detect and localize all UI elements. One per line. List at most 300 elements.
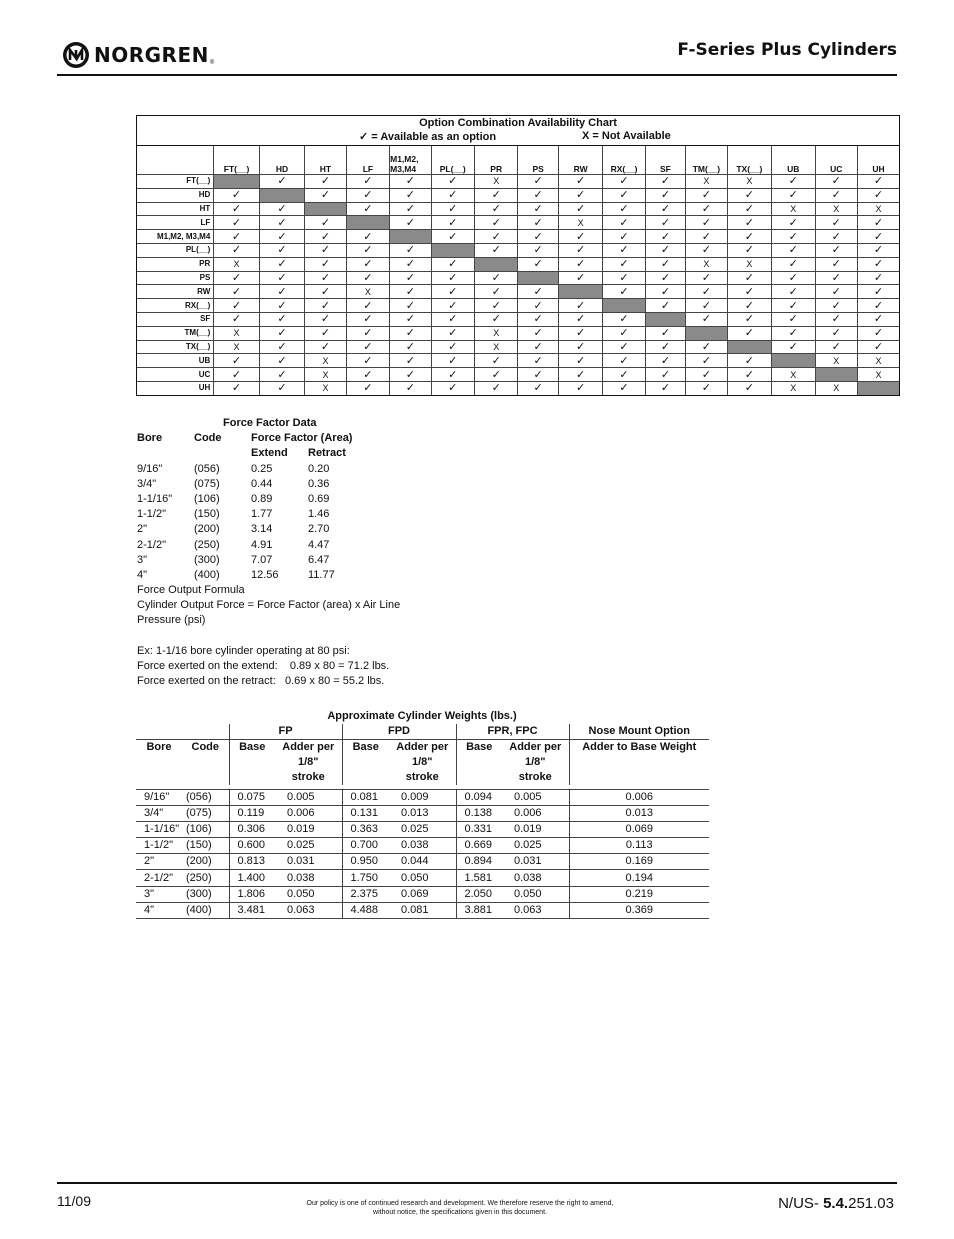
ff-code: (106) (194, 492, 220, 505)
option-chart-legend (137, 130, 899, 146)
weight-nose: 0.169 (569, 854, 709, 870)
available-check-icon: ✓ (603, 175, 645, 189)
weight-fpr-add: 0.019 (502, 821, 569, 837)
available-check-icon: ✓ (346, 257, 389, 271)
norgren-logo (62, 40, 214, 70)
available-check-icon: ✓ (259, 354, 304, 368)
weight-bore: 3" (136, 886, 182, 902)
weight-fpr-add: 0.050 (502, 886, 569, 902)
available-check-icon: ✓ (346, 368, 389, 382)
available-check-icon: ✓ (259, 175, 304, 189)
ff-retract: 0.20 (308, 462, 330, 475)
ff-code: (075) (194, 477, 220, 490)
available-check-icon: ✓ (214, 202, 259, 216)
available-check-icon: ✓ (603, 271, 645, 285)
weight-fpd-base: 0.950 (342, 854, 389, 870)
available-check-icon: ✓ (558, 354, 602, 368)
available-check-icon: ✓ (214, 243, 259, 257)
available-check-icon: ✓ (727, 312, 771, 326)
available-check-icon: ✓ (686, 299, 727, 313)
available-check-icon: ✓ (431, 326, 474, 340)
weight-fp-base: 0.119 (229, 805, 275, 821)
available-check-icon: ✓ (346, 271, 389, 285)
available-check-icon: ✓ (727, 354, 771, 368)
available-check-icon: ✓ (346, 299, 389, 313)
available-check-icon: ✓ (390, 216, 431, 230)
available-check-icon: ✓ (772, 257, 815, 271)
available-check-icon: ✓ (305, 188, 346, 202)
option-row (137, 216, 899, 230)
available-check-icon: ✓ (518, 175, 558, 189)
available-check-icon: ✓ (815, 285, 857, 299)
force-factor-title: Force Factor Data (223, 417, 317, 429)
available-check-icon: ✓ (558, 312, 602, 326)
weights-title: Approximate Cylinder Weights (lbs.) (327, 710, 517, 722)
row-label: HD (137, 188, 214, 202)
option-grid (137, 146, 899, 395)
blank-cell (772, 354, 815, 368)
ff-code: (200) (194, 523, 220, 536)
ff-header-code: Code (194, 432, 222, 445)
available-check-icon: ✓ (431, 312, 474, 326)
option-chart-title: Option Combination Availability Chart (419, 117, 617, 129)
available-check-icon: ✓ (390, 312, 431, 326)
wt-header-code: Code (191, 741, 219, 753)
blank-cell (857, 381, 899, 394)
column-header: HT (305, 146, 346, 175)
available-check-icon: ✓ (603, 188, 645, 202)
norgren-emblem-icon (62, 41, 90, 69)
fpr-header-base: Base (456, 740, 502, 786)
available-check-icon: ✓ (727, 285, 771, 299)
weight-nose: 0.006 (569, 789, 709, 805)
option-row (137, 340, 899, 354)
row-label: UC (137, 368, 214, 382)
weight-fp-add: 0.050 (275, 886, 342, 902)
weight-fpr-base: 0.669 (456, 838, 502, 854)
available-check-icon: ✓ (305, 299, 346, 313)
available-check-icon: ✓ (390, 188, 431, 202)
weight-code: (075) (182, 805, 229, 821)
ff-retract: 0.69 (308, 492, 330, 505)
available-check-icon: ✓ (214, 381, 259, 394)
available-check-icon: ✓ (259, 299, 304, 313)
not-available-mark: X (474, 175, 517, 189)
available-check-icon: ✓ (645, 299, 685, 313)
ff-bore: 3" (137, 553, 148, 566)
blank-cell (259, 188, 304, 202)
available-check-icon: ✓ (431, 271, 474, 285)
corner-cell (137, 146, 214, 175)
blank-cell (346, 216, 389, 230)
weight-fpd-add: 0.013 (389, 805, 456, 821)
not-available-mark: X (686, 175, 727, 189)
available-check-icon: ✓ (772, 243, 815, 257)
weight-fpd-base: 2.375 (342, 886, 389, 902)
available-check-icon: ✓ (518, 326, 558, 340)
available-check-icon: ✓ (603, 216, 645, 230)
available-check-icon: ✓ (390, 202, 431, 216)
available-check-icon: ✓ (259, 202, 304, 216)
ff-bore: 9/16" (137, 462, 163, 475)
available-check-icon: ✓ (431, 216, 474, 230)
available-check-icon: ✓ (259, 230, 304, 244)
available-check-icon: ✓ (390, 354, 431, 368)
available-check-icon: ✓ (431, 299, 474, 313)
weight-fp-add: 0.038 (275, 870, 342, 886)
available-check-icon: ✓ (259, 216, 304, 230)
weight-fp-base: 1.806 (229, 886, 275, 902)
not-available-mark: X (214, 257, 259, 271)
not-available-mark: X (214, 326, 259, 340)
available-check-icon: ✓ (305, 257, 346, 271)
ff-bore: 2-1/2" (137, 538, 166, 551)
available-check-icon: ✓ (645, 243, 685, 257)
available-check-icon: ✓ (305, 216, 346, 230)
available-check-icon: ✓ (474, 271, 517, 285)
not-available-mark: X (857, 354, 899, 368)
available-check-icon: ✓ (727, 271, 771, 285)
column-header: SF (645, 146, 685, 175)
available-check-icon: ✓ (857, 271, 899, 285)
available-check-icon: ✓ (390, 257, 431, 271)
option-row (137, 271, 899, 285)
available-check-icon: ✓ (857, 285, 899, 299)
available-check-icon: ✓ (857, 230, 899, 244)
weight-code: (150) (182, 838, 229, 854)
available-check-icon: ✓ (815, 271, 857, 285)
ff-retract: 1.46 (308, 508, 330, 521)
available-check-icon: ✓ (305, 312, 346, 326)
available-check-icon: ✓ (645, 368, 685, 382)
option-row (137, 326, 899, 340)
available-check-icon: ✓ (474, 188, 517, 202)
not-available-mark: X (474, 326, 517, 340)
weight-nose: 0.113 (569, 838, 709, 854)
weight-nose: 0.069 (569, 821, 709, 837)
formula-line-1: Cylinder Output Force = Force Factor (area) x Air Line (137, 599, 401, 612)
ff-extend: 0.25 (251, 462, 273, 475)
available-check-icon: ✓ (772, 285, 815, 299)
available-check-icon: ✓ (603, 202, 645, 216)
available-check-icon: ✓ (727, 202, 771, 216)
row-label: RW (137, 285, 214, 299)
available-check-icon: ✓ (214, 230, 259, 244)
row-label: PS (137, 271, 214, 285)
ff-bore: 4" (137, 568, 148, 581)
column-header: PS (518, 146, 558, 175)
not-available-mark: X (815, 354, 857, 368)
ff-bore: 2" (137, 523, 148, 536)
available-check-icon: ✓ (390, 381, 431, 394)
available-check-icon: ✓ (474, 243, 517, 257)
option-row (137, 354, 899, 368)
option-row (137, 202, 899, 216)
available-check-icon: ✓ (346, 381, 389, 394)
available-check-icon: ✓ (214, 216, 259, 230)
blank-cell (431, 243, 474, 257)
row-label: TM(__) (137, 326, 214, 340)
available-check-icon: ✓ (431, 368, 474, 382)
column-header: RX(__) (603, 146, 645, 175)
available-check-icon: ✓ (518, 285, 558, 299)
available-check-icon: ✓ (558, 175, 602, 189)
available-check-icon: ✓ (772, 175, 815, 189)
ff-extend: 3.14 (251, 523, 273, 536)
weight-fpd-base: 0.363 (342, 821, 389, 837)
ff-header-extend: Extend (251, 447, 288, 460)
weight-fpr-add: 0.006 (502, 805, 569, 821)
ff-code: (056) (194, 462, 220, 475)
available-check-icon: ✓ (474, 202, 517, 216)
available-check-icon: ✓ (686, 340, 727, 354)
row-label: TX(__) (137, 340, 214, 354)
ff-code: (400) (194, 568, 220, 581)
ff-extend: 4.91 (251, 538, 273, 551)
available-check-icon: ✓ (772, 299, 815, 313)
available-check-icon: ✓ (603, 243, 645, 257)
blank-cell (390, 230, 431, 244)
weight-bore: 3/4" (136, 805, 182, 821)
fp-header-adder: Adder per 1/8" stroke (282, 741, 335, 783)
available-check-icon: ✓ (474, 299, 517, 313)
available-check-icon: ✓ (518, 340, 558, 354)
weight-fp-base: 0.600 (229, 838, 275, 854)
available-check-icon: ✓ (772, 230, 815, 244)
available-check-icon: ✓ (558, 230, 602, 244)
available-check-icon: ✓ (857, 312, 899, 326)
available-check-icon: ✓ (518, 202, 558, 216)
available-check-icon: ✓ (772, 271, 815, 285)
fpr-header-adder: Adder per 1/8" stroke (509, 741, 562, 783)
weight-row (136, 886, 709, 902)
available-check-icon: ✓ (346, 243, 389, 257)
available-check-icon: ✓ (518, 299, 558, 313)
weight-fp-add: 0.025 (275, 838, 342, 854)
not-available-mark: X (727, 257, 771, 271)
weight-fpr-base: 2.050 (456, 886, 502, 902)
ff-retract: 0.36 (308, 477, 330, 490)
available-check-icon: ✓ (518, 230, 558, 244)
available-check-icon: ✓ (815, 340, 857, 354)
ff-header-retract: Retract (308, 447, 346, 460)
weight-fp-base: 0.075 (229, 789, 275, 805)
weight-fpd-add: 0.050 (389, 870, 456, 886)
available-check-icon: ✓ (603, 312, 645, 326)
option-row (137, 188, 899, 202)
option-row (137, 257, 899, 271)
available-check-icon: ✓ (259, 368, 304, 382)
available-check-icon: ✓ (214, 368, 259, 382)
available-check-icon: ✓ (857, 257, 899, 271)
group-fpr-fpc: FPR, FPC (456, 724, 569, 740)
weight-fpr-add: 0.025 (502, 838, 569, 854)
ff-extend: 1.77 (251, 508, 273, 521)
available-check-icon: ✓ (645, 340, 685, 354)
weight-fpd-add: 0.038 (389, 838, 456, 854)
weight-fpr-add: 0.031 (502, 854, 569, 870)
column-header: PL(__) (431, 146, 474, 175)
ff-code: (250) (194, 538, 220, 551)
ff-bore: 1-1/2" (137, 508, 166, 521)
available-check-icon: ✓ (686, 216, 727, 230)
available-check-icon: ✓ (214, 299, 259, 313)
weight-row (136, 854, 709, 870)
document-code: N/US- 5.4.251.03 (778, 1195, 894, 1212)
not-available-mark: X (815, 202, 857, 216)
weight-fpr-add: 0.005 (502, 789, 569, 805)
available-check-icon: ✓ (474, 354, 517, 368)
available-check-icon: ✓ (815, 216, 857, 230)
blank-cell (518, 271, 558, 285)
weights-table (136, 724, 709, 919)
available-check-icon: ✓ (390, 271, 431, 285)
available-check-icon: ✓ (686, 202, 727, 216)
example-line-1: Ex: 1-1/16 bore cylinder operating at 80 psi: (137, 644, 350, 657)
available-check-icon: ✓ (686, 285, 727, 299)
weight-fpd-add: 0.081 (389, 902, 456, 918)
available-check-icon: ✓ (305, 230, 346, 244)
weight-bore: 2-1/2" (136, 870, 182, 886)
available-check-icon: ✓ (857, 188, 899, 202)
available-check-icon: ✓ (727, 243, 771, 257)
available-check-icon: ✓ (686, 230, 727, 244)
available-check-icon: ✓ (431, 175, 474, 189)
not-available-mark: X (772, 202, 815, 216)
option-row (137, 243, 899, 257)
available-check-icon: ✓ (390, 368, 431, 382)
not-available-mark: X (815, 381, 857, 394)
document-title: F-Series Plus Cylinders (677, 40, 897, 60)
available-check-icon: ✓ (518, 257, 558, 271)
weight-fpr-add: 0.063 (502, 902, 569, 918)
row-label: UH (137, 381, 214, 394)
not-available-mark: X (214, 340, 259, 354)
weight-fpr-base: 0.331 (456, 821, 502, 837)
option-row (137, 381, 899, 394)
example-line-3: Force exerted on the retract: 0.69 x 80 = 55.2 lbs. (137, 675, 385, 688)
available-check-icon: ✓ (518, 368, 558, 382)
ff-retract: 11.77 (308, 568, 335, 581)
not-available-mark: X (857, 202, 899, 216)
row-label: PR (137, 257, 214, 271)
available-check-icon: ✓ (727, 188, 771, 202)
weight-row (136, 789, 709, 805)
available-check-icon: ✓ (431, 354, 474, 368)
weight-code: (106) (182, 821, 229, 837)
available-check-icon: ✓ (686, 188, 727, 202)
not-available-mark: X (772, 368, 815, 382)
registered-mark: ® (209, 60, 215, 66)
weight-bore: 4" (136, 902, 182, 918)
available-check-icon: ✓ (305, 243, 346, 257)
row-label: PL(__) (137, 243, 214, 257)
footer-date: 11/09 (57, 1193, 91, 1209)
available-check-icon: ✓ (431, 257, 474, 271)
available-check-icon: ✓ (305, 271, 346, 285)
weight-fpd-base: 0.131 (342, 805, 389, 821)
available-check-icon: ✓ (727, 326, 771, 340)
column-header: RW (558, 146, 602, 175)
available-check-icon: ✓ (645, 202, 685, 216)
available-check-icon: ✓ (815, 188, 857, 202)
option-row (137, 312, 899, 326)
available-check-icon: ✓ (603, 326, 645, 340)
blank-cell (474, 257, 517, 271)
available-check-icon: ✓ (259, 326, 304, 340)
available-check-icon: ✓ (603, 340, 645, 354)
brand-name: NORGREN (94, 43, 209, 67)
available-check-icon: ✓ (645, 216, 685, 230)
available-check-icon: ✓ (727, 381, 771, 394)
available-check-icon: ✓ (390, 285, 431, 299)
available-check-icon: ✓ (645, 285, 685, 299)
available-check-icon: ✓ (558, 299, 602, 313)
weight-fpr-base: 1.581 (456, 870, 502, 886)
group-nose-mount: Nose Mount Option (569, 724, 709, 740)
available-check-icon: ✓ (305, 175, 346, 189)
weight-fp-base: 0.306 (229, 821, 275, 837)
available-check-icon: ✓ (558, 188, 602, 202)
weight-row (136, 805, 709, 821)
available-check-icon: ✓ (474, 381, 517, 394)
weight-row (136, 902, 709, 918)
available-check-icon: ✓ (815, 326, 857, 340)
available-check-icon: ✓ (645, 271, 685, 285)
available-check-icon: ✓ (772, 216, 815, 230)
weight-fpr-base: 0.138 (456, 805, 502, 821)
column-header: HD (259, 146, 304, 175)
available-check-icon: ✓ (346, 340, 389, 354)
blank-cell (727, 340, 771, 354)
available-check-icon: ✓ (772, 326, 815, 340)
available-check-icon: ✓ (558, 326, 602, 340)
weight-code: (056) (182, 789, 229, 805)
available-check-icon: ✓ (645, 257, 685, 271)
weight-fp-add: 0.006 (275, 805, 342, 821)
ff-header-bore: Bore (137, 432, 163, 445)
available-check-icon: ✓ (686, 354, 727, 368)
available-check-icon: ✓ (390, 243, 431, 257)
fpd-header-base: Base (342, 740, 389, 786)
column-header: PR (474, 146, 517, 175)
available-check-icon: ✓ (474, 230, 517, 244)
header-divider (57, 74, 897, 76)
weight-bore: 9/16" (136, 789, 182, 805)
not-available-mark: X (857, 368, 899, 382)
not-available-mark: X (346, 285, 389, 299)
available-check-icon: ✓ (686, 368, 727, 382)
blank-cell (214, 175, 259, 189)
available-check-icon: ✓ (474, 285, 517, 299)
group-fpd: FPD (342, 724, 456, 740)
available-check-icon: ✓ (727, 216, 771, 230)
available-check-icon: ✓ (558, 202, 602, 216)
column-header: TX(__) (727, 146, 771, 175)
weight-fpr-add: 0.038 (502, 870, 569, 886)
available-check-icon: ✓ (603, 381, 645, 394)
available-check-icon: ✓ (727, 299, 771, 313)
available-check-icon: ✓ (857, 340, 899, 354)
ff-extend: 12.56 (251, 568, 279, 581)
available-check-icon: ✓ (431, 230, 474, 244)
available-check-icon: ✓ (686, 381, 727, 394)
available-check-icon: ✓ (558, 381, 602, 394)
available-check-icon: ✓ (558, 243, 602, 257)
available-check-icon: ✓ (214, 188, 259, 202)
weight-nose: 0.219 (569, 886, 709, 902)
available-check-icon: ✓ (474, 312, 517, 326)
